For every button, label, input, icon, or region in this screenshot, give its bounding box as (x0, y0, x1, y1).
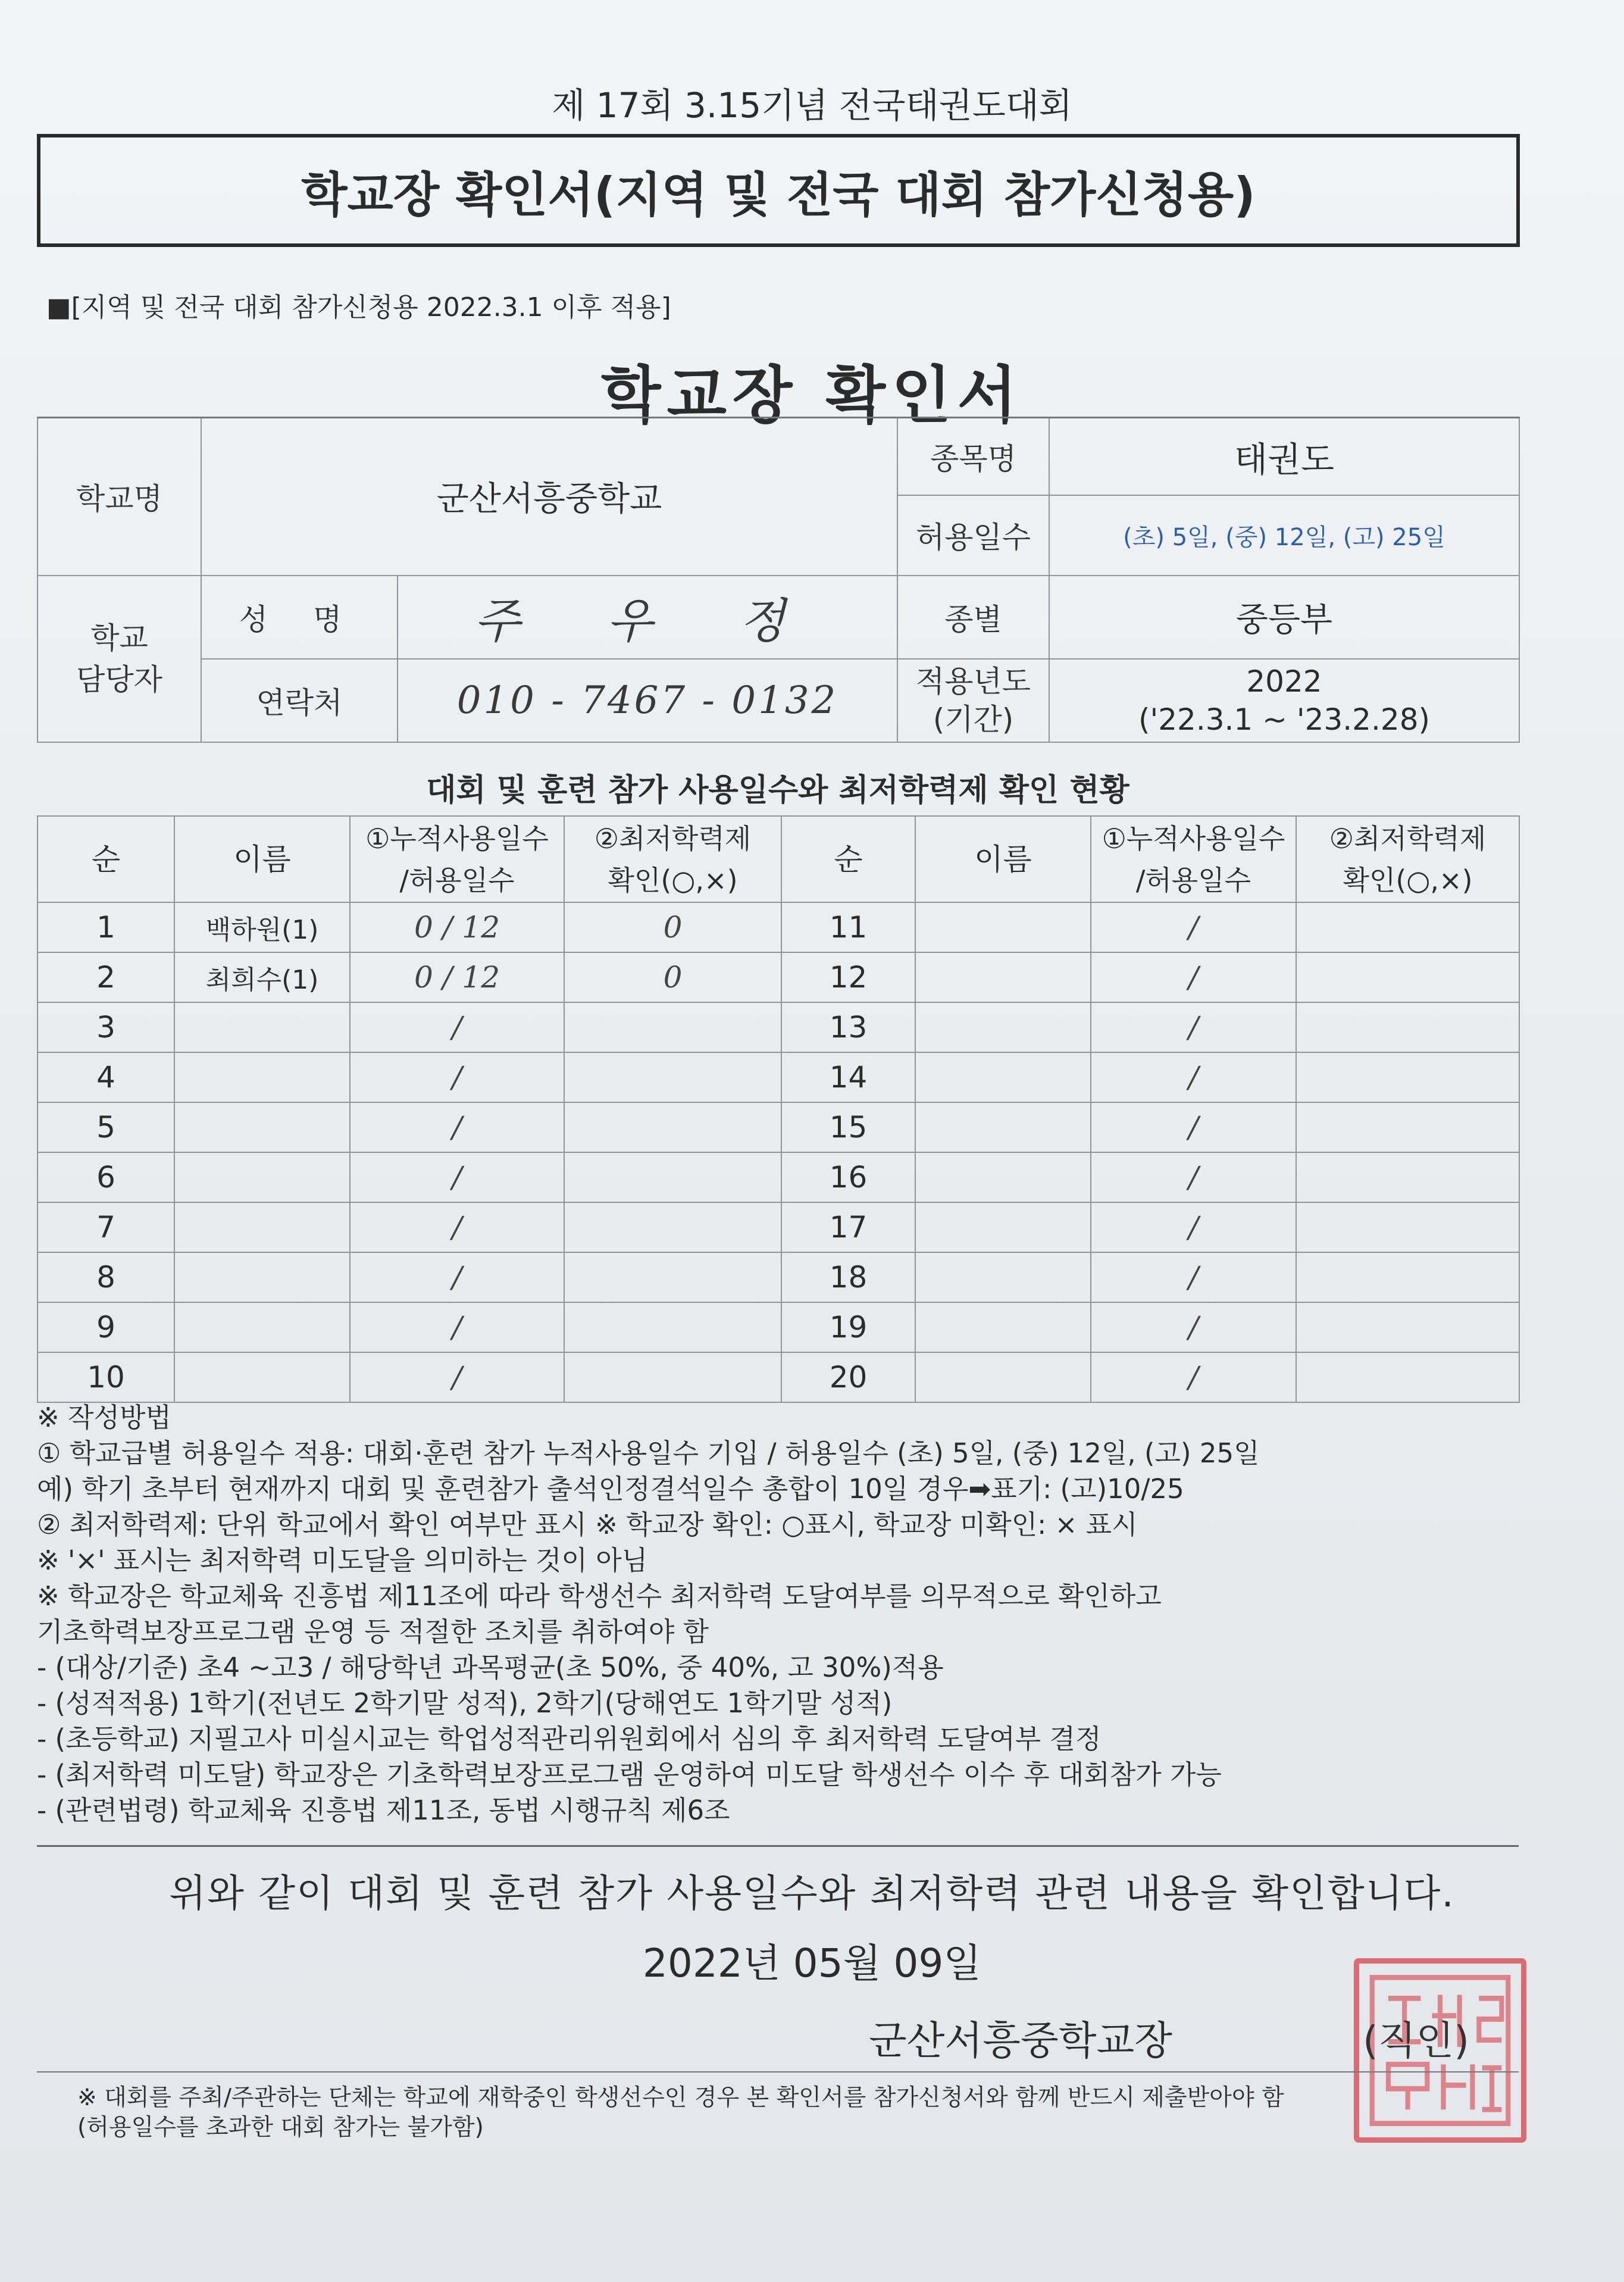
footer-notice (77, 2083, 1284, 2143)
min-academic-check (1296, 1102, 1519, 1152)
usage-row (37, 1002, 1519, 1052)
row-number: 1 (37, 902, 174, 952)
divider (37, 1845, 1519, 1847)
instruction-line: - (성적적용) 1학기(전년도 2학기말 성적), 2학기(당해연도 1학기말 성적) (37, 1687, 893, 1719)
days-used: / (1091, 1302, 1296, 1352)
year-label: 적용년도 (기간) (897, 659, 1049, 742)
days-used: / (1091, 1102, 1296, 1152)
min-academic-check (564, 1052, 781, 1102)
school-label: 학교명 (37, 418, 201, 576)
student-name (915, 1052, 1091, 1102)
min-academic-check (564, 1252, 781, 1302)
header-name-left: 이름 (174, 816, 350, 902)
min-academic-check (1296, 1202, 1519, 1252)
days-used: / (1091, 1002, 1296, 1052)
student-name (915, 902, 1091, 952)
min-academic-check (564, 1202, 781, 1252)
confirmation-statement: 위와 같이 대회 및 훈련 참가 사용일수와 최저학력 관련 내용을 확인합니다. (169, 1872, 1455, 1916)
student-name (174, 1152, 350, 1202)
row-number: 11 (781, 902, 915, 952)
usage-row (37, 1252, 1519, 1302)
days-used: / (1091, 1052, 1296, 1102)
competition-title: 제 17회 3.15기념 전국태권도대회 (552, 85, 1072, 126)
row-number: 3 (37, 1002, 174, 1052)
days-used: / (1091, 902, 1296, 952)
row-number: 10 (37, 1352, 174, 1402)
header-days-left: ①누적사용일수 /허용일수 (350, 816, 564, 902)
student-name (174, 1002, 350, 1052)
student-name (915, 1152, 1091, 1202)
min-academic-check (564, 1302, 781, 1352)
school-info-table (37, 417, 1520, 743)
usage-table (37, 815, 1520, 1403)
usage-row (37, 1102, 1519, 1152)
min-academic-check (564, 1002, 781, 1052)
instruction-line: - (최저학력 미도달) 학교장은 기초학력보장프로그램 운영하여 미도달 학생선수 이수 후 대회참가 가능 (37, 1759, 1222, 1790)
days-used: / (350, 1152, 564, 1202)
header-min-right: ②최저학력제 확인(○,×) (1296, 816, 1519, 902)
name-label: 성 명 (201, 576, 398, 659)
days-used: / (350, 1302, 564, 1352)
student-name (915, 1002, 1091, 1052)
row-number: 9 (37, 1302, 174, 1352)
footer-line: ※ 대회를 주최/주관하는 단체는 학교에 재학중인 학생선수인 경우 본 확인서를 참가신청서와 함께 반드시 제출받아야 함 (77, 2084, 1284, 2111)
instructions-heading: ※ 작성방법 (37, 1402, 171, 1433)
instruction-line: - (관련법령) 학교체육 진흥법 제11조, 동법 시행규칙 제6조 (37, 1795, 730, 1826)
row-number: 16 (781, 1152, 915, 1202)
row-number: 19 (781, 1302, 915, 1352)
manager-label: 학교 담당자 (37, 576, 201, 742)
instruction-line: 예) 학기 초부터 현재까지 대회 및 훈련참가 출석인정결석일수 총합이 10일 경우➡표기: (고)10/25 (37, 1473, 1184, 1505)
student-name (174, 1252, 350, 1302)
form-title: 학교장 확인서(지역 및 전국 대회 참가신청용) (37, 134, 1520, 247)
min-academic-check (1296, 1252, 1519, 1302)
row-number: 14 (781, 1052, 915, 1102)
issue-date: 2022년 05월 09일 (642, 1940, 982, 1986)
row-number: 18 (781, 1252, 915, 1302)
min-academic-check (1296, 1152, 1519, 1202)
row-number: 7 (37, 1202, 174, 1252)
student-name (174, 1102, 350, 1152)
min-academic-check (564, 1352, 781, 1402)
header-name-right: 이름 (915, 816, 1091, 902)
header-no-right: 순 (781, 816, 915, 902)
instruction-line: ① 학교급별 허용일수 적용: 대회·훈련 참가 누적사용일수 기입 / 허용일수 (초) 5일, (중) 12일, (고) 25일 (37, 1437, 1260, 1469)
days-used: / (1091, 1152, 1296, 1202)
header-min-left: ②최저학력제 확인(○,×) (564, 816, 781, 902)
division-label: 종별 (897, 576, 1049, 659)
days-used: / (1091, 1352, 1296, 1402)
min-academic-check (1296, 902, 1519, 952)
footer-line: (허용일수를 초과한 대회 참가는 불가함) (77, 2114, 484, 2141)
year-value: 2022 ('22.3.1 ~ '23.2.28) (1049, 659, 1519, 742)
usage-row (37, 1202, 1519, 1252)
usage-section-title: 대회 및 훈련 참가 사용일수와 최저학력제 확인 현황 (426, 773, 1129, 808)
days-used: / (350, 1002, 564, 1052)
days-used: / (1091, 1252, 1296, 1302)
row-number: 13 (781, 1002, 915, 1052)
student-name (915, 952, 1091, 1002)
student-name (915, 1102, 1091, 1152)
seal-label: (직인) (1363, 2018, 1470, 2064)
student-name: 백하원(1) (174, 902, 350, 952)
main-title: 학교장 확인서 (601, 359, 1023, 432)
instruction-line: 기초학력보장프로그램 운영 등 적절한 조치를 취하여야 함 (37, 1616, 709, 1648)
row-number: 4 (37, 1052, 174, 1102)
min-academic-check (1296, 952, 1519, 1002)
allowed-days-label: 허용일수 (897, 495, 1049, 576)
days-used: / (350, 1352, 564, 1402)
manager-name-handwritten: 주 우 정 (398, 576, 897, 659)
division-value: 중등부 (1049, 576, 1519, 659)
days-used: / (350, 1052, 564, 1102)
days-used: / (350, 1102, 564, 1152)
student-name (915, 1252, 1091, 1302)
days-used: / (350, 1252, 564, 1302)
min-academic-check (1296, 1002, 1519, 1052)
days-used: 0 / 12 (350, 952, 564, 1002)
usage-row (37, 902, 1519, 952)
divider (37, 2071, 1519, 2072)
days-used: 0 / 12 (350, 902, 564, 952)
student-name (174, 1352, 350, 1402)
student-name (174, 1302, 350, 1352)
application-note: ■[지역 및 전국 대회 참가신청용 2022.3.1 이후 적용] (46, 292, 671, 323)
usage-row (37, 1052, 1519, 1102)
header-days-right: ①누적사용일수 /허용일수 (1091, 816, 1296, 902)
days-used: / (1091, 1202, 1296, 1252)
min-academic-check (1296, 1052, 1519, 1102)
allowed-days-value: (초) 5일, (중) 12일, (고) 25일 (1049, 495, 1519, 576)
usage-row (37, 1152, 1519, 1202)
min-academic-check: 0 (564, 902, 781, 952)
instruction-line: - (초등학교) 지필고사 미실시교는 학업성적관리위원회에서 심의 후 최저학력 도달여부 결정 (37, 1723, 1102, 1755)
school-name: 군산서흥중학교 (201, 418, 897, 576)
min-academic-check (564, 1152, 781, 1202)
days-used: / (350, 1202, 564, 1252)
contact-label: 연락처 (201, 659, 398, 742)
instruction-line: ※ '×' 표시는 최저학력 미도달을 의미하는 것이 아님 (37, 1545, 648, 1576)
contact-handwritten: 010 - 7467 - 0132 (398, 659, 897, 742)
event-name: 태권도 (1049, 418, 1519, 495)
student-name (915, 1302, 1091, 1352)
usage-row (37, 952, 1519, 1002)
row-number: 20 (781, 1352, 915, 1402)
student-name (915, 1352, 1091, 1402)
row-number: 15 (781, 1102, 915, 1152)
min-academic-check (1296, 1302, 1519, 1352)
student-name (174, 1202, 350, 1252)
row-number: 17 (781, 1202, 915, 1252)
instruction-line: - (대상/기준) 초4 ~고3 / 해당학년 과목평균(초 50%, 중 40%, 고 30%)적용 (37, 1652, 944, 1683)
student-name: 최희수(1) (174, 952, 350, 1002)
event-label: 종목명 (897, 418, 1049, 495)
instruction-line: ※ 학교장은 학교체육 진흥법 제11조에 따라 학생선수 최저학력 도달여부를 의무적으로 확인하고 (37, 1580, 1162, 1612)
instruction-line: ② 최저학력제: 단위 학교에서 확인 여부만 표시 ※ 학교장 확인: ○표시, 학교장 미확인: × 표시 (37, 1509, 1138, 1540)
writing-instructions (37, 1400, 1525, 1828)
student-name (915, 1202, 1091, 1252)
principal-signature-line: 군산서흥중학교장 (869, 2018, 1173, 2064)
min-academic-check: 0 (564, 952, 781, 1002)
row-number: 6 (37, 1152, 174, 1202)
row-number: 8 (37, 1252, 174, 1302)
min-academic-check (564, 1102, 781, 1152)
row-number: 5 (37, 1102, 174, 1152)
min-academic-check (1296, 1352, 1519, 1402)
row-number: 2 (37, 952, 174, 1002)
student-name (174, 1052, 350, 1102)
usage-row (37, 1302, 1519, 1352)
header-no-left: 순 (37, 816, 174, 902)
days-used: / (1091, 952, 1296, 1002)
usage-row (37, 1352, 1519, 1402)
row-number: 12 (781, 952, 915, 1002)
